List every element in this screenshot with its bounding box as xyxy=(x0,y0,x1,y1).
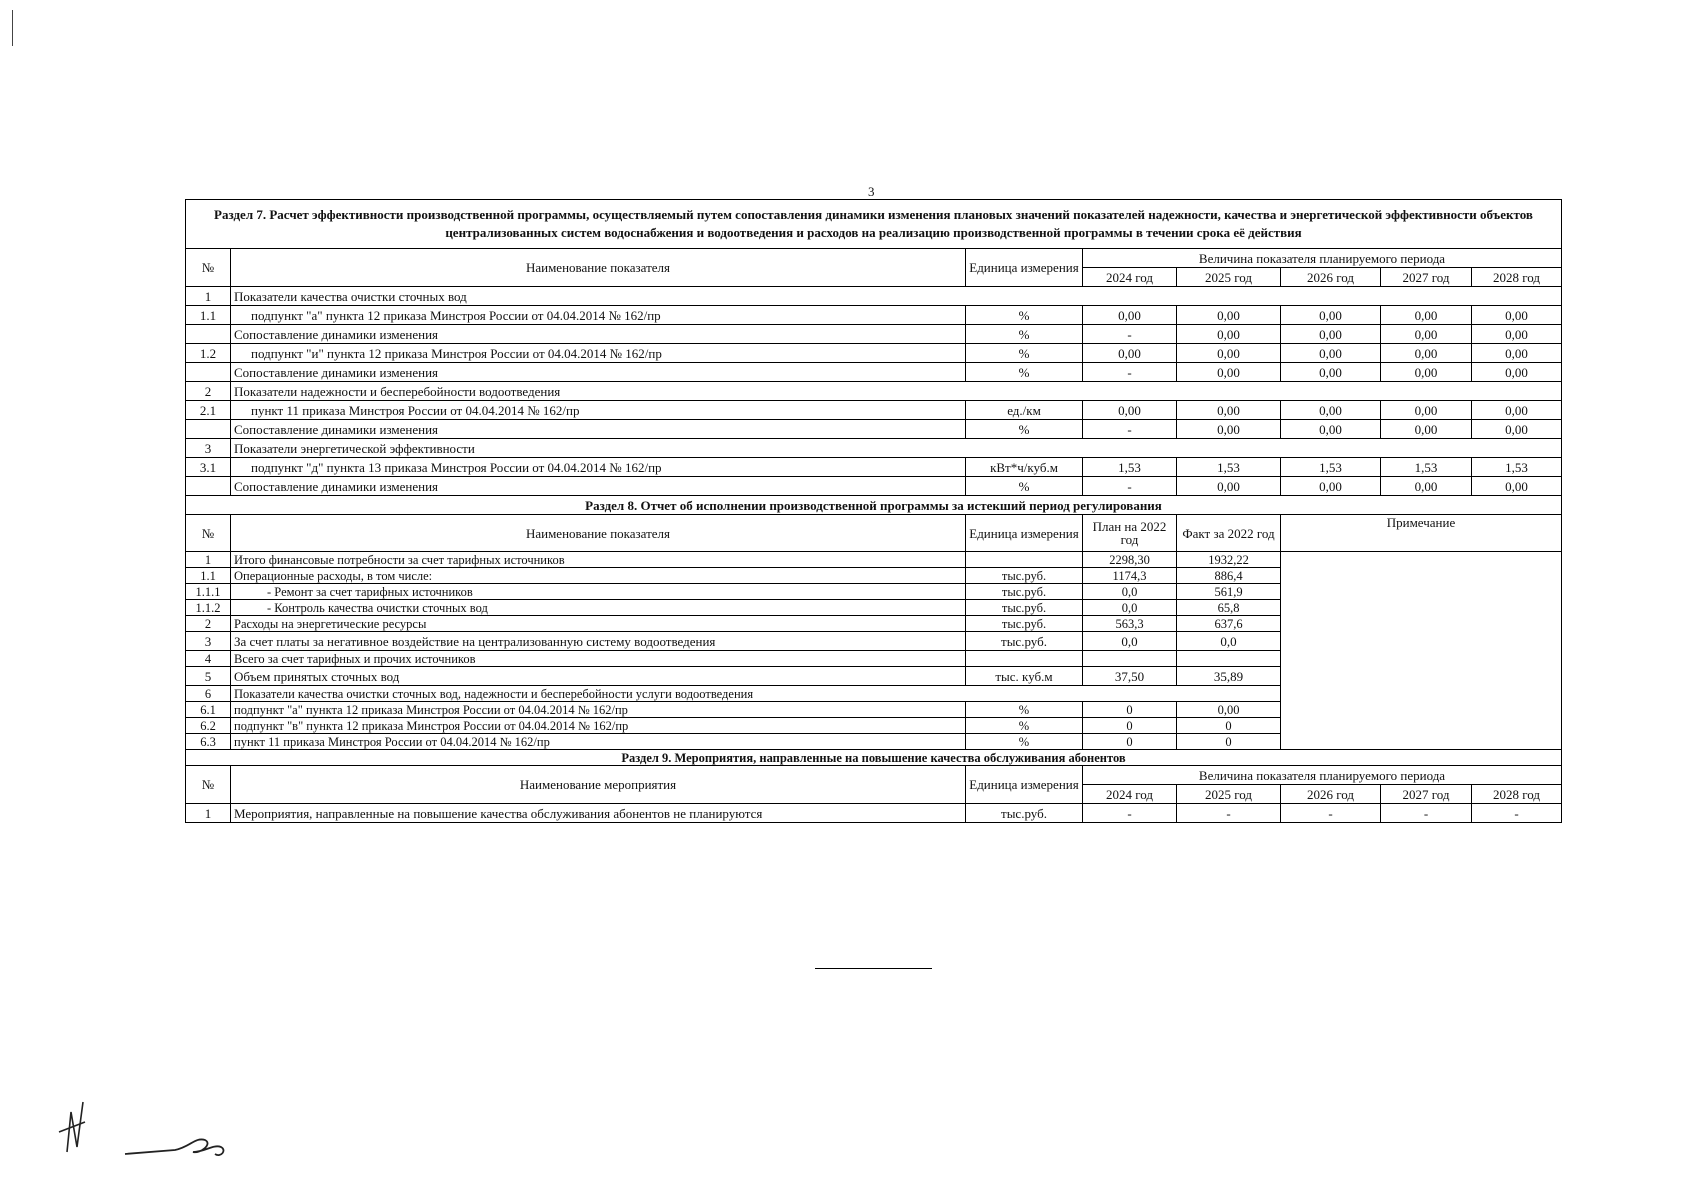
row-value: 0,00 xyxy=(1177,420,1281,439)
section9-title-row xyxy=(186,750,1562,766)
row-fact: 1932,22 xyxy=(1177,552,1281,568)
section9-header-row xyxy=(186,766,1562,785)
row-value: 0,00 xyxy=(1472,401,1562,420)
row-plan: 1174,3 xyxy=(1083,568,1177,584)
row-plan: 0,0 xyxy=(1083,600,1177,616)
row-number: 3 xyxy=(186,439,231,458)
row-name: - Контроль качества очистки сточных вод xyxy=(231,600,966,616)
row-number: 2 xyxy=(186,616,231,632)
row-value: - xyxy=(1083,363,1177,382)
row-number: 1.1.1 xyxy=(186,584,231,600)
section9-row xyxy=(186,804,1562,823)
section7-row xyxy=(186,477,1562,496)
row-unit: % xyxy=(966,734,1083,750)
section8-header-row xyxy=(186,515,1562,552)
row-name: За счет платы за негативное воздействие на централизованную систему водоотведения xyxy=(231,632,966,651)
year-header: 2027 год xyxy=(1381,785,1472,804)
row-number: 1.1 xyxy=(186,306,231,325)
row-value: 0,00 xyxy=(1381,420,1472,439)
row-plan: 0 xyxy=(1083,734,1177,750)
section7-row xyxy=(186,287,1562,306)
report-sheet xyxy=(185,199,1561,823)
year-header: 2028 год xyxy=(1472,268,1562,287)
row-number xyxy=(186,325,231,344)
row-plan: 0 xyxy=(1083,718,1177,734)
row-value: 0,00 xyxy=(1472,306,1562,325)
row-value: 0,00 xyxy=(1472,363,1562,382)
row-unit: % xyxy=(966,477,1083,496)
row-name: Сопоставление динамики изменения xyxy=(231,325,966,344)
row-fact: 637,6 xyxy=(1177,616,1281,632)
row-number: 1 xyxy=(186,287,231,306)
row-unit: % xyxy=(966,718,1083,734)
row-number: 3.1 xyxy=(186,458,231,477)
row-fact: 886,4 xyxy=(1177,568,1281,584)
year-header: 2024 год xyxy=(1083,785,1177,804)
section7-header-row xyxy=(186,249,1562,268)
section8-row xyxy=(186,552,1562,568)
row-plan: 37,50 xyxy=(1083,667,1177,686)
row-value: 0,00 xyxy=(1177,477,1281,496)
section8-title-row xyxy=(186,496,1562,515)
row-value: 0,00 xyxy=(1083,306,1177,325)
row-value: 0,00 xyxy=(1177,363,1281,382)
section7-row xyxy=(186,325,1562,344)
row-unit: тыс.руб. xyxy=(966,804,1083,823)
row-value: 0,00 xyxy=(1472,420,1562,439)
row-name: Показатели надежности и бесперебойности водоотведения xyxy=(231,382,1562,401)
row-number: 6 xyxy=(186,686,231,702)
section7-row xyxy=(186,363,1562,382)
row-value: 1,53 xyxy=(1177,458,1281,477)
row-unit: % xyxy=(966,306,1083,325)
row-number: 1.1.2 xyxy=(186,600,231,616)
col-value-header: Величина показателя планируемого периода xyxy=(1083,249,1562,268)
year-header: 2026 год xyxy=(1281,268,1381,287)
row-name: Сопоставление динамики изменения xyxy=(231,477,966,496)
year-header: 2025 год xyxy=(1177,785,1281,804)
report-table xyxy=(185,199,1562,823)
row-name: Сопоставление динамики изменения xyxy=(231,420,966,439)
col-num-header: № xyxy=(186,249,231,287)
col-value-header: Величина показателя планируемого периода xyxy=(1083,766,1562,785)
row-fact: 35,89 xyxy=(1177,667,1281,686)
row-unit: % xyxy=(966,344,1083,363)
row-value: 0,00 xyxy=(1177,325,1281,344)
row-name: Показатели качества очистки сточных вод, надежности и бесперебойности услуги водоотведения xyxy=(231,686,1281,702)
row-value: - xyxy=(1083,325,1177,344)
col-name-header: Наименование мероприятия xyxy=(231,766,966,804)
row-plan: 0,0 xyxy=(1083,632,1177,651)
row-unit: % xyxy=(966,420,1083,439)
row-value: 0,00 xyxy=(1281,363,1381,382)
row-plan: 2298,30 xyxy=(1083,552,1177,568)
report-table-body xyxy=(186,200,1562,823)
row-name: Показатели качества очистки сточных вод xyxy=(231,287,1562,306)
row-value: 1,53 xyxy=(1472,458,1562,477)
row-name: Мероприятия, направленные на повышение качества обслуживания абонентов не планируются xyxy=(231,804,966,823)
row-name: Показатели энергетической эффективности xyxy=(231,439,1562,458)
row-value: 0,00 xyxy=(1177,306,1281,325)
row-number: 4 xyxy=(186,651,231,667)
row-name: Объем принятых сточных вод xyxy=(231,667,966,686)
row-number: 1 xyxy=(186,552,231,568)
row-value: 1,53 xyxy=(1381,458,1472,477)
row-value: 0,00 xyxy=(1083,344,1177,363)
col-plan-header: План на 2022 год xyxy=(1083,515,1177,552)
row-number: 6.3 xyxy=(186,734,231,750)
row-name: подпункт "а" пункта 12 приказа Минстроя России от 04.04.2014 № 162/пр xyxy=(231,306,966,325)
col-fact-header: Факт за 2022 год xyxy=(1177,515,1281,552)
section7-row xyxy=(186,306,1562,325)
row-value: - xyxy=(1083,420,1177,439)
row-name: - Ремонт за счет тарифных источников xyxy=(231,584,966,600)
year-header: 2027 год xyxy=(1381,268,1472,287)
col-unit-header: Единица измерения xyxy=(966,766,1083,804)
row-number: 2.1 xyxy=(186,401,231,420)
row-value: 0,00 xyxy=(1177,344,1281,363)
row-unit: тыс.руб. xyxy=(966,568,1083,584)
row-value: 0,00 xyxy=(1281,344,1381,363)
year-header: 2024 год xyxy=(1083,268,1177,287)
row-unit xyxy=(966,552,1083,568)
row-value: 0,00 xyxy=(1381,477,1472,496)
row-value: 0,00 xyxy=(1472,325,1562,344)
row-value: 1,53 xyxy=(1083,458,1177,477)
row-value: 0,00 xyxy=(1381,363,1472,382)
row-number: 2 xyxy=(186,382,231,401)
row-value: 0,00 xyxy=(1281,306,1381,325)
col-unit-header: Единица измерения xyxy=(966,249,1083,287)
scan-edge-mark xyxy=(12,10,13,46)
row-fact: 0 xyxy=(1177,718,1281,734)
row-name: пункт 11 приказа Минстроя России от 04.04.2014 № 162/пр xyxy=(231,734,966,750)
section9-title: Раздел 9. Мероприятия, направленные на повышение качества обслуживания абонентов xyxy=(186,750,1562,766)
year-header: 2028 год xyxy=(1472,785,1562,804)
row-fact xyxy=(1177,651,1281,667)
row-unit: % xyxy=(966,325,1083,344)
row-fact: 65,8 xyxy=(1177,600,1281,616)
row-name: подпункт "д" пункта 13 приказа Минстроя России от 04.04.2014 № 162/пр xyxy=(231,458,966,477)
row-unit: тыс.руб. xyxy=(966,600,1083,616)
row-name: Расходы на энергетические ресурсы xyxy=(231,616,966,632)
row-value: 0,00 xyxy=(1177,401,1281,420)
col-note-header: Примечание xyxy=(1281,515,1562,552)
row-name: подпункт "и" пункта 12 приказа Минстроя России от 04.04.2014 № 162/пр xyxy=(231,344,966,363)
section7-title: Раздел 7. Расчет эффективности производственной программы, осуществляемый путем сопоставления динамики изменения плановых значений показателей надежности, качества и энергетической эффективности объектов централизованных систем водоснабжения и водоотведения и расходов на реализацию производственной программы в течении срока её действия xyxy=(186,200,1562,249)
row-unit: % xyxy=(966,702,1083,718)
row-number xyxy=(186,363,231,382)
row-fact: 561,9 xyxy=(1177,584,1281,600)
row-unit: ед./км xyxy=(966,401,1083,420)
row-name: Сопоставление динамики изменения xyxy=(231,363,966,382)
row-unit: тыс.руб. xyxy=(966,632,1083,651)
row-number xyxy=(186,420,231,439)
section7-row xyxy=(186,382,1562,401)
row-unit: кВт*ч/куб.м xyxy=(966,458,1083,477)
row-number: 1.1 xyxy=(186,568,231,584)
row-name: подпункт "а" пункта 12 приказа Минстроя России от 04.04.2014 № 162/пр xyxy=(231,702,966,718)
section7-title-row xyxy=(186,200,1562,249)
row-name: Всего за счет тарифных и прочих источников xyxy=(231,651,966,667)
row-value: - xyxy=(1083,477,1177,496)
closing-rule xyxy=(815,968,932,969)
row-unit: тыс.руб. xyxy=(966,584,1083,600)
row-unit: тыс. куб.м xyxy=(966,667,1083,686)
row-number: 6.2 xyxy=(186,718,231,734)
row-number: 1 xyxy=(186,804,231,823)
row-plan: 0,0 xyxy=(1083,584,1177,600)
row-value: 0,00 xyxy=(1381,344,1472,363)
row-number xyxy=(186,477,231,496)
note-cell xyxy=(1281,552,1562,750)
row-value: - xyxy=(1177,804,1281,823)
row-value: - xyxy=(1083,804,1177,823)
row-value: 0,00 xyxy=(1472,477,1562,496)
row-name: Операционные расходы, в том числе: xyxy=(231,568,966,584)
row-fact: 0 xyxy=(1177,734,1281,750)
row-name: подпункт "в" пункта 12 приказа Минстроя России от 04.04.2014 № 162/пр xyxy=(231,718,966,734)
col-num-header: № xyxy=(186,515,231,552)
row-value: - xyxy=(1281,804,1381,823)
section7-row xyxy=(186,439,1562,458)
row-value: 0,00 xyxy=(1281,325,1381,344)
row-name: Итого финансовые потребности за счет тарифных источников xyxy=(231,552,966,568)
row-fact: 0,0 xyxy=(1177,632,1281,651)
row-plan: 563,3 xyxy=(1083,616,1177,632)
row-number: 1.2 xyxy=(186,344,231,363)
row-value: 0,00 xyxy=(1381,306,1472,325)
section8-title: Раздел 8. Отчет об исполнении производственной программы за истекший период регулирования xyxy=(186,496,1562,515)
row-plan: 0 xyxy=(1083,702,1177,718)
row-value: 0,00 xyxy=(1281,401,1381,420)
row-value: 0,00 xyxy=(1083,401,1177,420)
section7-row xyxy=(186,420,1562,439)
page-number: 3 xyxy=(868,184,875,199)
col-name-header: Наименование показателя xyxy=(231,515,966,552)
row-value: 0,00 xyxy=(1281,420,1381,439)
section7-row xyxy=(186,344,1562,363)
row-plan xyxy=(1083,651,1177,667)
row-number: 5 xyxy=(186,667,231,686)
section7-row xyxy=(186,458,1562,477)
col-name-header: Наименование показателя xyxy=(231,249,966,287)
row-name: пункт 11 приказа Минстроя России от 04.04.2014 № 162/пр xyxy=(231,401,966,420)
signature-mark xyxy=(55,1092,245,1187)
row-fact: 0,00 xyxy=(1177,702,1281,718)
row-value: 0,00 xyxy=(1281,477,1381,496)
row-value: - xyxy=(1381,804,1472,823)
row-value: 0,00 xyxy=(1472,344,1562,363)
row-number: 6.1 xyxy=(186,702,231,718)
row-value: 0,00 xyxy=(1381,325,1472,344)
year-header: 2025 год xyxy=(1177,268,1281,287)
row-unit: тыс.руб. xyxy=(966,616,1083,632)
section7-row xyxy=(186,401,1562,420)
row-unit: % xyxy=(966,363,1083,382)
row-value: 1,53 xyxy=(1281,458,1381,477)
col-unit-header: Единица измерения xyxy=(966,515,1083,552)
row-value: - xyxy=(1472,804,1562,823)
row-value: 0,00 xyxy=(1381,401,1472,420)
col-num-header: № xyxy=(186,766,231,804)
row-unit xyxy=(966,651,1083,667)
year-header: 2026 год xyxy=(1281,785,1381,804)
row-number: 3 xyxy=(186,632,231,651)
